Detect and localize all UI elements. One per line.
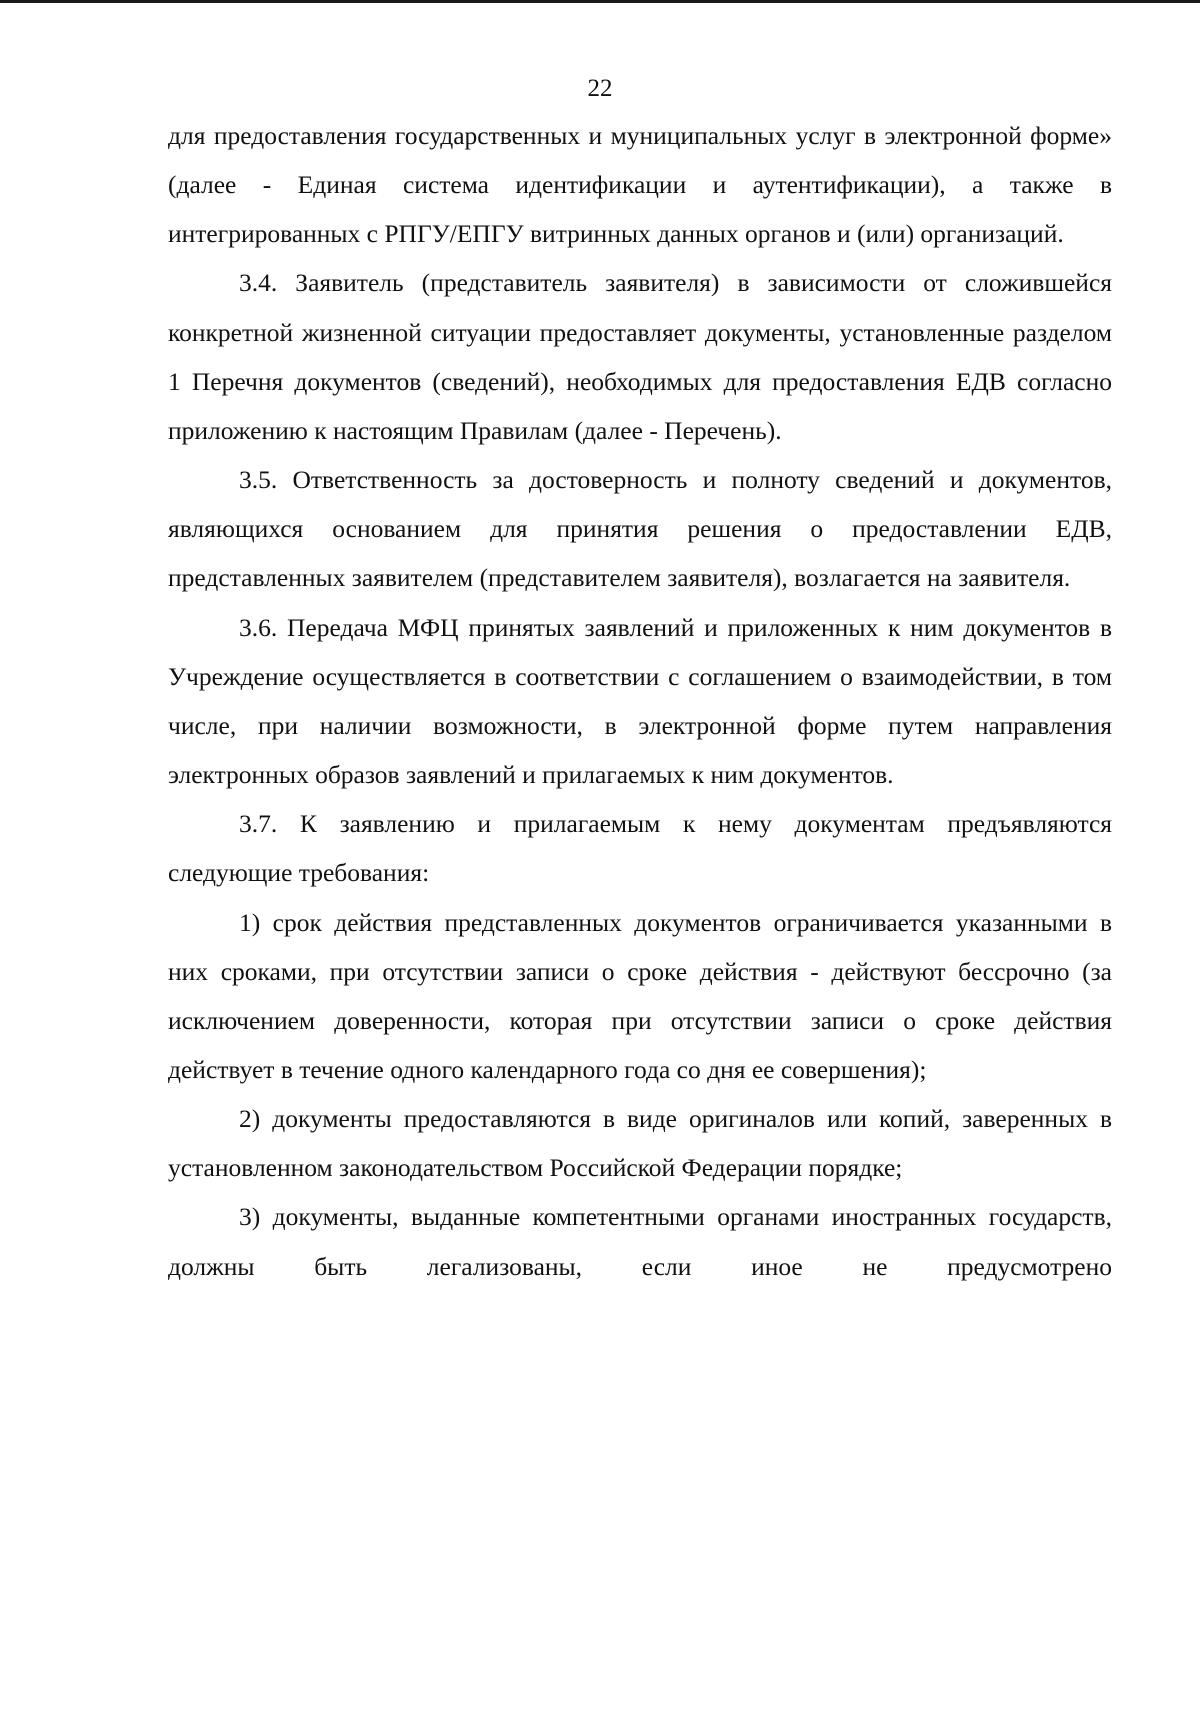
document-body (168, 111, 1112, 1291)
paragraph-continuation: для предоставления государственных и муниципальных услуг в электронной форме» (далее - Единая система идентификации и аутентификации), а также в интегрированных с РПГУ/ЕПГУ витринных данных органов и (или) организаций. (168, 121, 1112, 249)
list-item-1: 1) срок действия представленных документов ограничивается указанными в них сроками, при отсутствии записи о сроке действия - действуют бессрочно (за исключением доверенности, которая при отсутствии записи о сроке действия действует в течение одного календарного года со дня ее совершения); (168, 907, 1112, 1084)
list-item-2: 2) документы предоставляются в виде оригиналов или копий, заверенных в установленном законодательством Российской Федерации порядке; (168, 1104, 1112, 1183)
paragraph-3-5: 3.5. Ответственность за достоверность и полноту сведений и документов, являющихся основанием для принятия решения о предоставлении ЕДВ, представленных заявителем (представителем заявителя), возлагается на заявителя. (168, 465, 1112, 593)
list-item-3: 3) документы, выданные компетентными органами иностранных государств, должны быть легализованы, если иное не предусмотрено (168, 1202, 1112, 1281)
paragraph-3-4: 3.4. Заявитель (представитель заявителя) в зависимости от сложившейся конкретной жизненной ситуации предоставляет документы, установленные разделом 1 Перечня документов (сведений), необходимых для предоставления ЕДВ согласно приложению к настоящим Правилам (далее - Перечень). (168, 268, 1112, 445)
paragraph-3-7: 3.7. К заявлению и прилагаемым к нему документам предъявляются следующие требования: (168, 809, 1112, 888)
scan-top-edge (0, 0, 1200, 3)
paragraph-3-6: 3.6. Передача МФЦ принятых заявлений и приложенных к ним документов в Учреждение осуществляется в соответствии с соглашением о взаимодействии, в том числе, при наличии возможности, в электронной форме путем направления электронных образов заявлений и прилагаемых к ним документов. (168, 612, 1112, 790)
page-number: 22 (587, 75, 613, 102)
